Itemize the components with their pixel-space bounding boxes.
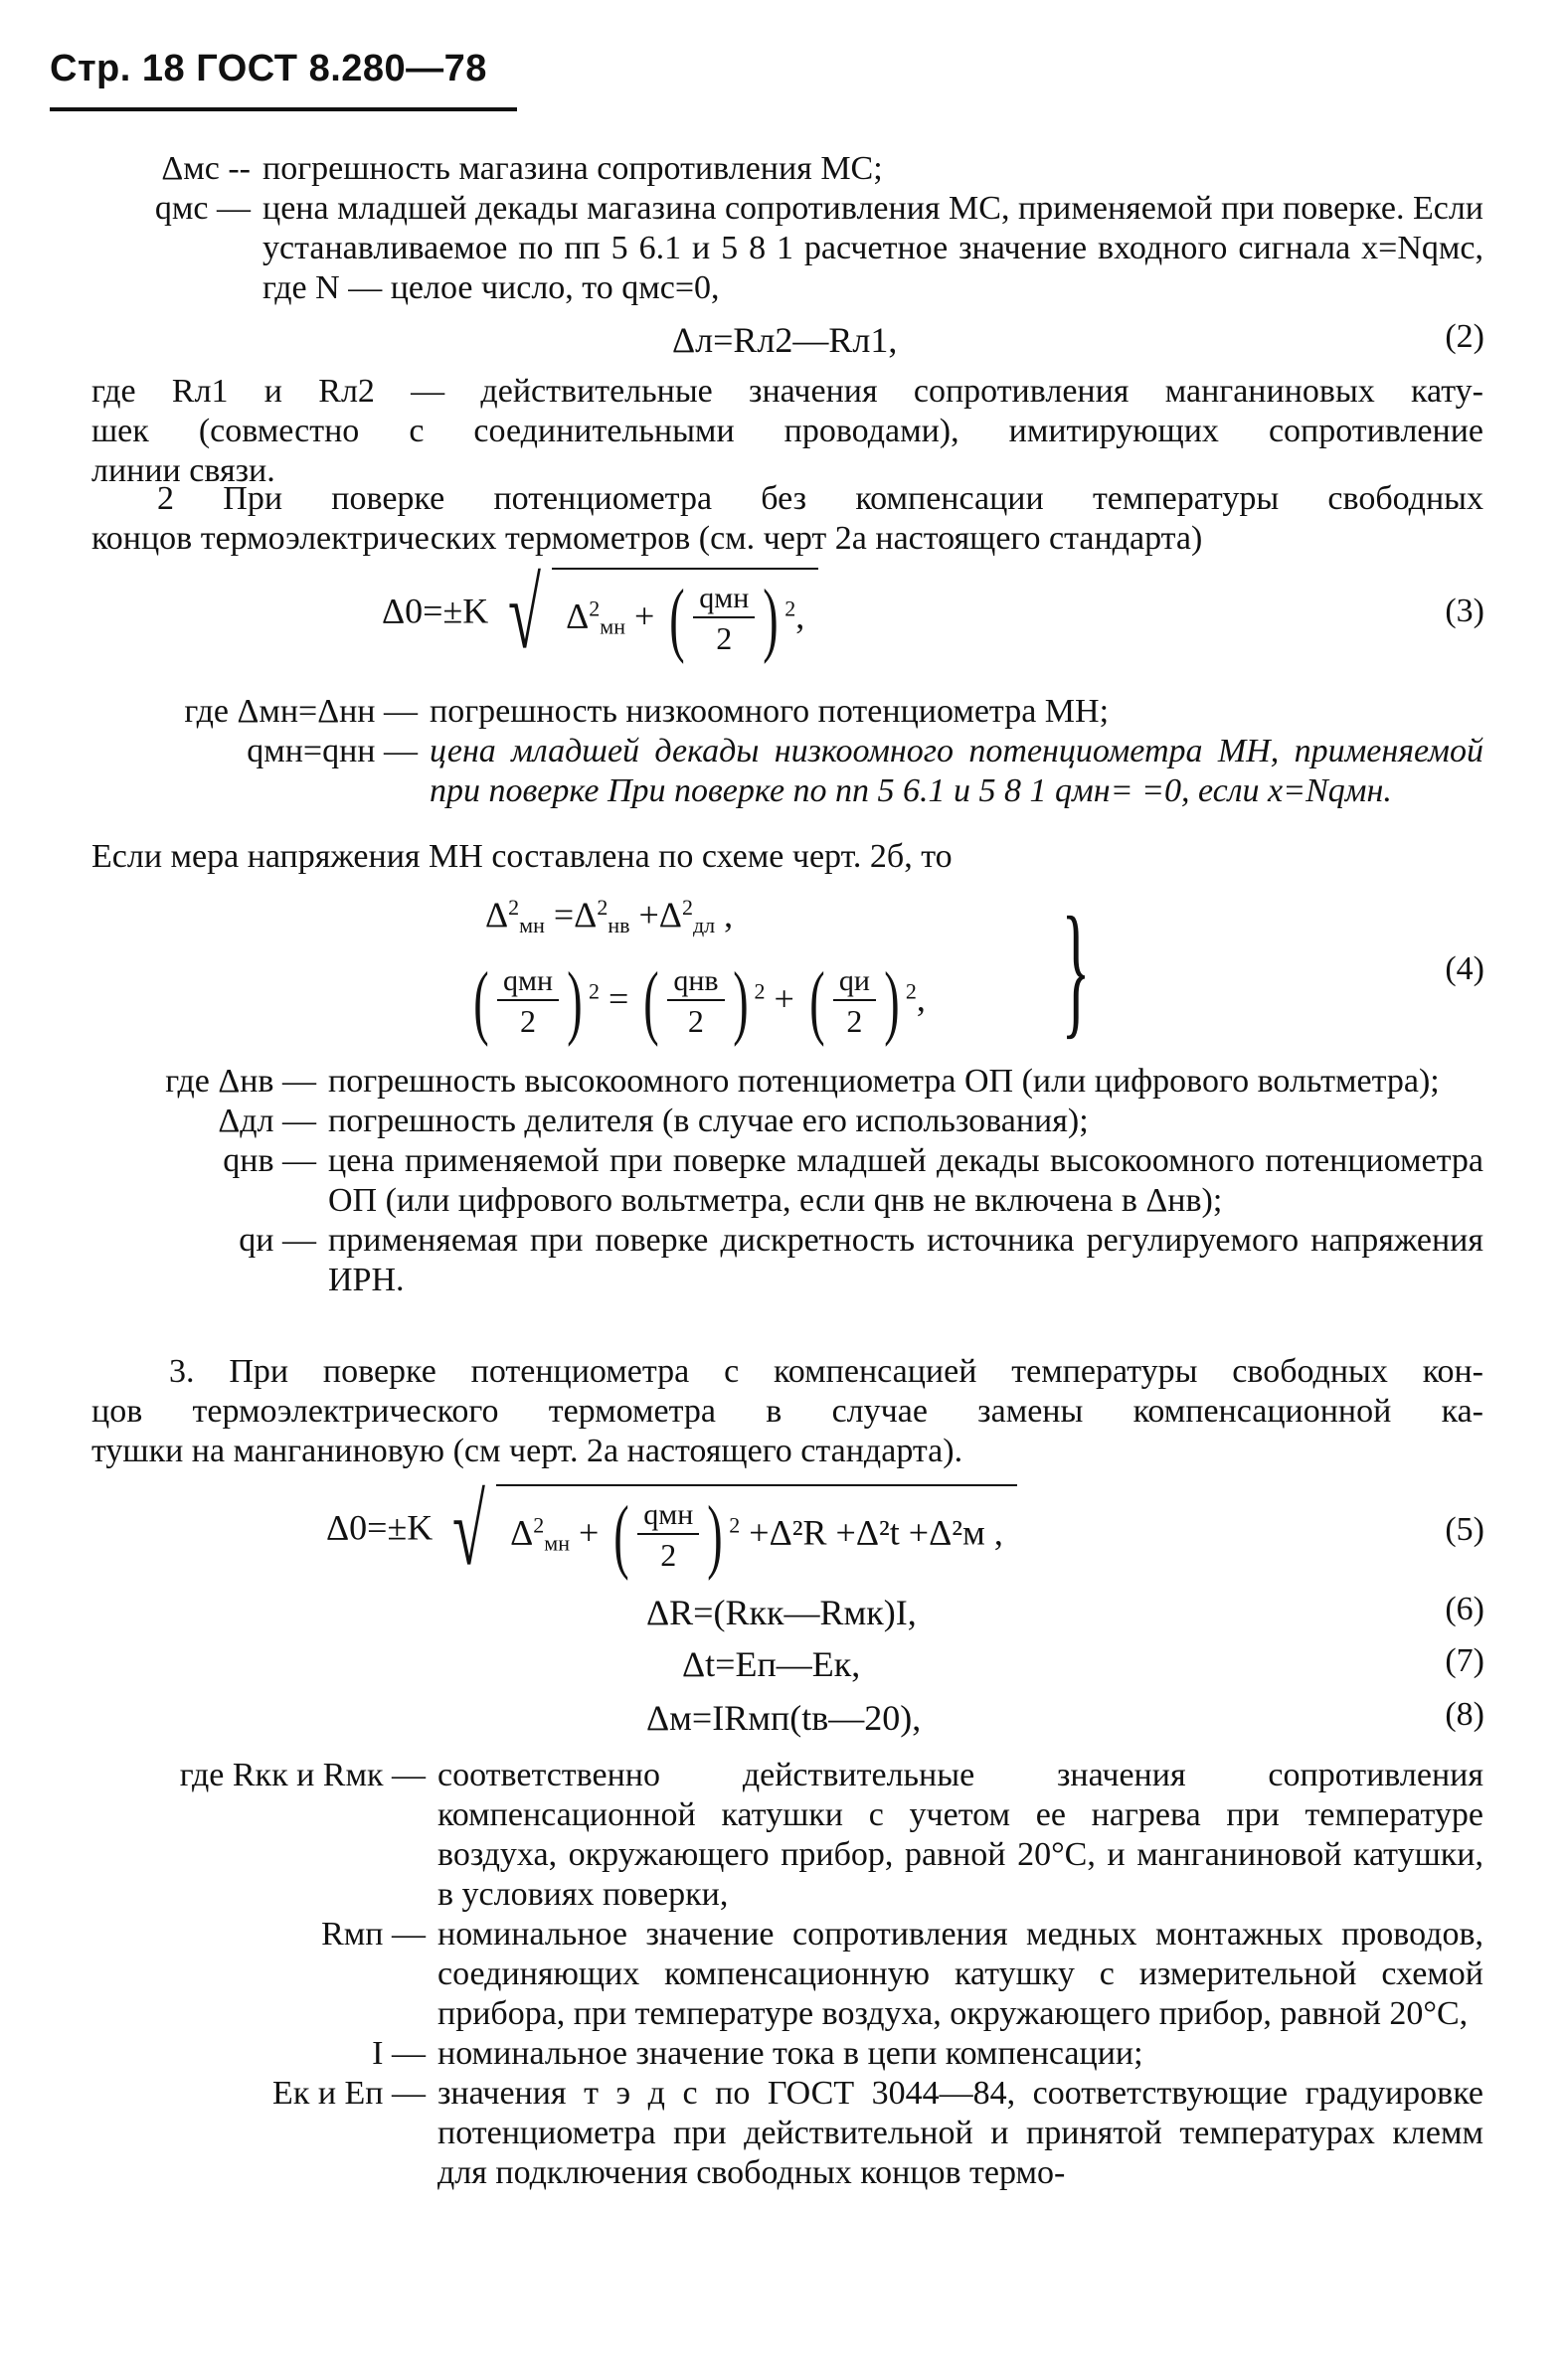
eq5-remaining-terms: +Δ²R +Δ²t +Δ²м ,: [749, 1512, 1003, 1553]
equation-4-line-2: [467, 955, 926, 1048]
superscript: 2: [533, 1512, 545, 1538]
delta-symbol: Δ: [566, 595, 590, 636]
definition-term: Δмс --: [161, 150, 251, 187]
definition-text: применяемая при поверке дискретность источника регулируемого напряжения ИРН.: [328, 1222, 1483, 1298]
definition-text: погрешность высокоомного потенциометра ОП (или цифрового вольтметра);: [328, 1063, 1440, 1100]
definition-term: где Δнв —: [165, 1063, 316, 1100]
definition-row: [135, 149, 1483, 189]
paragraph-line: где Rл1 и Rл2 — действительные значения сопротивления манганиновых кату-: [91, 373, 1483, 410]
denominator: 2: [660, 1537, 677, 1573]
plus-sign: +: [578, 1512, 600, 1553]
definition-term: qмн=qнн —: [247, 733, 418, 769]
punctuation: ,: [795, 595, 805, 636]
definition-text: соответственно действительные значения сопротивления компенсационной катушки с учетом ее нагрева при температуре воздуха, окружающего прибор, равной 20°С, и манганиновой катушки, в условиях поверки,: [437, 1757, 1483, 1913]
definition-text: номинальное значение тока в цепи компенсации;: [437, 2035, 1143, 2072]
fraction: [497, 963, 559, 1041]
fraction: [667, 963, 724, 1041]
right-brace: }: [1061, 887, 1091, 1052]
definition-row: [91, 1221, 1483, 1300]
equation-2: Δл=Rл2—Rл1,: [672, 320, 898, 360]
definition-term: qнв —: [223, 1142, 316, 1179]
right-paren: ): [707, 1489, 724, 1582]
equation-7: Δt=Eп—Eк,: [682, 1644, 861, 1684]
equation-number: (8): [1445, 1696, 1484, 1733]
definition-row: [149, 692, 1483, 732]
definitions-block-1: [135, 149, 1483, 308]
right-paren: ): [567, 955, 583, 1048]
paragraph-line: линии связи.: [91, 452, 275, 489]
paragraph-line: тушки на манганиновую (см черт. 2а настоящего стандарта).: [91, 1433, 963, 1469]
numerator: qмн: [637, 1497, 699, 1535]
subscript: дл: [692, 913, 716, 937]
superscript: 2: [589, 595, 601, 621]
definition-text: цена применяемой при поверке младшей декады высокоомного потенциометра ОП (или цифрового вольтметра, если qнв не включена в Δнв);: [328, 1142, 1483, 1219]
numerator: qмн: [497, 963, 559, 1001]
equation-3: [382, 559, 818, 669]
denominator: 2: [846, 1003, 863, 1039]
equals-sign: =: [609, 978, 629, 1019]
superscript: 2: [681, 895, 693, 920]
definition-row: [91, 1062, 1483, 1102]
radical-sign: √: [508, 559, 542, 669]
left-paren: (: [809, 955, 825, 1048]
definition-term: где Δмн=Δнн —: [184, 693, 418, 730]
definition-row: [91, 1102, 1483, 1141]
subscript: мн: [544, 1530, 570, 1556]
plus-sign: +: [774, 978, 794, 1019]
definitions-block-2: [149, 692, 1483, 811]
radicand: [552, 568, 818, 665]
definition-term: Eк и Eп —: [272, 2075, 426, 2112]
equation-number: (4): [1445, 950, 1484, 987]
equation-number: (7): [1445, 1642, 1484, 1679]
superscript: 2: [597, 895, 609, 920]
paragraph-line: 3. При поверке потенциометра с компенсацией температуры свободных кон-: [169, 1353, 1483, 1390]
superscript: 2: [905, 978, 917, 1004]
definition-text: погрешность делителя (в случае его использования);: [328, 1103, 1089, 1139]
definition-row: [91, 1756, 1483, 1915]
definition-term: qи —: [239, 1222, 316, 1259]
eq5-lhs: Δ0=±K: [326, 1507, 434, 1548]
subscript: мн: [519, 913, 545, 937]
definition-term: Δдл —: [218, 1103, 316, 1139]
definition-row: [91, 2034, 1483, 2074]
numerator: qнв: [667, 963, 724, 1001]
subscript: мн: [600, 613, 625, 639]
definitions-block-3: [91, 1062, 1483, 1300]
equation-4-line-1: [485, 893, 733, 936]
delta-symbol: Δ: [485, 895, 509, 935]
definition-text: значения т э д с по ГОСТ 3044—84, соответствующие градуировке потенциометра при действительной и принятой температурах клемм для подключения свободных концов термо-: [437, 2075, 1483, 2191]
fraction: [833, 963, 876, 1041]
fraction: [637, 1497, 699, 1575]
definitions-block-4: [91, 1756, 1483, 2193]
paragraph-line: 2 При поверке потенциометра без компенсации температуры свободных: [157, 480, 1483, 517]
superscript: 2: [508, 895, 520, 920]
definition-term: Rмп —: [321, 1916, 426, 1953]
equation-number: (2): [1445, 318, 1484, 355]
superscript: 2: [729, 1512, 741, 1538]
superscript: 2: [784, 595, 796, 621]
header-rule: [50, 107, 517, 111]
equation-number: (5): [1445, 1511, 1484, 1548]
punctuation: ,: [916, 978, 926, 1019]
punctuation: ,: [724, 895, 734, 935]
page-header: Стр. 18 ГОСТ 8.280—78: [50, 48, 487, 89]
equation-6: ΔR=(Rкк—Rмк)I,: [646, 1593, 917, 1632]
plus-delta: +Δ: [638, 895, 682, 935]
numerator: qмн: [693, 581, 755, 618]
square-root: [441, 1475, 1017, 1586]
definition-text: цена младшей декады магазина сопротивления МС, применяемой при поверке. Если устанавливаемое по пп 5 6.1 и 5 8 1 расчетное значение входного сигнала x=Nqмс, где N — целое число, то qмс=0,: [262, 190, 1483, 306]
left-paren: (: [473, 955, 489, 1048]
equation-number: (3): [1445, 593, 1484, 629]
definition-text: погрешность низкоомного потенциометра МН;: [430, 693, 1110, 730]
right-paren: ): [763, 573, 780, 665]
subscript: нв: [608, 913, 630, 937]
eq3-lhs: Δ0=±K: [382, 591, 489, 631]
definition-term: I —: [372, 2035, 426, 2072]
right-paren: ): [732, 955, 749, 1048]
denominator: 2: [520, 1003, 536, 1039]
left-paren: (: [613, 1489, 629, 1582]
left-paren: (: [643, 955, 660, 1048]
definition-row: [91, 1141, 1483, 1221]
denominator: 2: [716, 620, 733, 656]
equation-8: Δм=IRмп(tв—20),: [646, 1698, 922, 1738]
definition-text: погрешность магазина сопротивления МС;: [262, 150, 883, 187]
definition-row: [135, 189, 1483, 308]
square-root: [497, 559, 818, 669]
plus-sign: +: [633, 595, 655, 636]
numerator: qи: [833, 963, 876, 1001]
equation-number: (6): [1445, 1591, 1484, 1627]
denominator: 2: [687, 1003, 704, 1039]
equals-delta: =Δ: [553, 895, 598, 935]
superscript: 2: [589, 978, 601, 1004]
radical-sign: √: [452, 1475, 486, 1586]
delta-symbol: Δ: [510, 1512, 534, 1553]
paragraph-line: шек (совместно с соединительными проводами), имитирующих сопротивление: [91, 413, 1483, 449]
definition-row: [91, 2074, 1483, 2193]
definition-term: qмс —: [154, 190, 251, 227]
paragraph-line: цов термоэлектрического термометра в случае замены компенсационной ка-: [91, 1393, 1483, 1430]
definition-row: [91, 1915, 1483, 2034]
paragraph-line: Если мера напряжения МН составлена по схеме черт. 2б, то: [91, 838, 953, 875]
paragraph-line: концов термоэлектрических термометров (см. черт 2а настоящего стандарта): [91, 520, 1203, 557]
left-paren: (: [669, 573, 685, 665]
right-paren: ): [884, 955, 900, 1048]
definition-row: [149, 732, 1483, 811]
definition-text: номинальное значение сопротивления медных монтажных проводов, соединяющих компенсационную катушку с измерительной схемой прибора, при температуре воздуха, окружающего прибор, равной 20°С,: [437, 1916, 1483, 2032]
equation-5: [326, 1475, 1017, 1586]
fraction: [693, 581, 755, 658]
radicand: [496, 1484, 1017, 1582]
superscript: 2: [754, 978, 766, 1004]
definition-text: цена младшей декады низкоомного потенциометра МН, применяемой при поверке При поверке по пп 5 6.1 и 5 8 1 qмн= =0, если x=Nqмн.: [430, 733, 1483, 809]
definition-term: где Rкк и Rмк —: [179, 1757, 426, 1793]
